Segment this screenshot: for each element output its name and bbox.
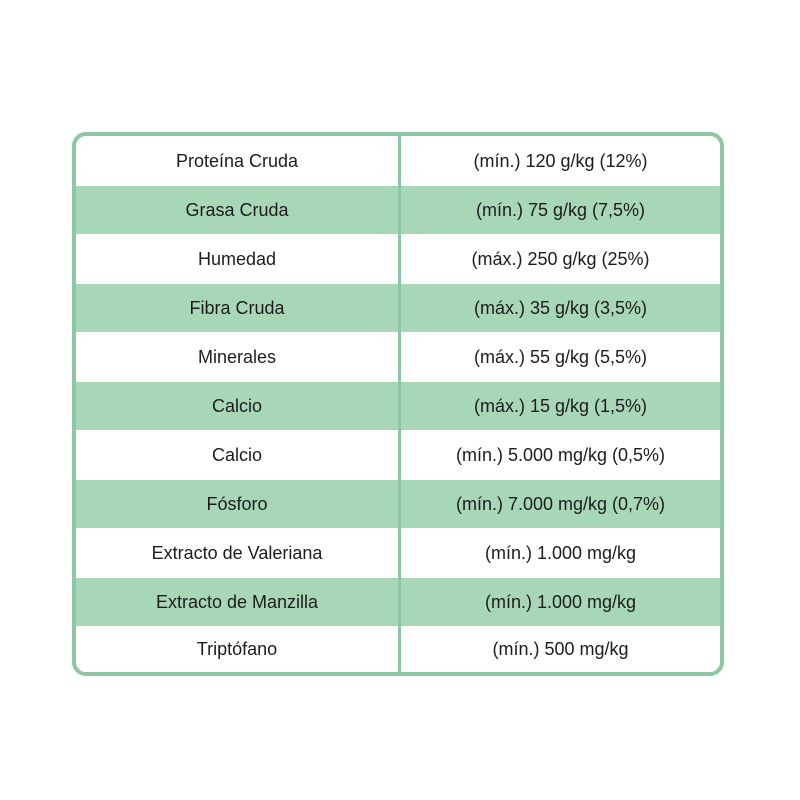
nutrient-name: Minerales — [197, 346, 277, 367]
nutrient-name: Humedad — [197, 248, 277, 269]
nutrient-name: Proteína Cruda — [175, 150, 299, 171]
nutrient-value: (mín.) 7.000 mg/kg (0,7%) — [455, 493, 666, 514]
nutrient-value: (mín.) 1.000 mg/kg — [484, 542, 637, 563]
nutrient-value: (mín.) 75 g/kg (7,5%) — [475, 199, 646, 220]
nutrient-name: Grasa Cruda — [185, 199, 289, 220]
nutrient-value: (máx.) 35 g/kg (3,5%) — [473, 297, 648, 318]
nutrient-name: Extracto de Manzilla — [155, 591, 319, 612]
nutrient-value: (mín.) 5.000 mg/kg (0,5%) — [455, 444, 666, 465]
nutrient-value: (máx.) 55 g/kg (5,5%) — [473, 346, 648, 367]
column-divider — [398, 136, 401, 672]
nutrient-name: Triptófano — [196, 638, 278, 659]
nutrient-value: (mín.) 500 mg/kg — [492, 638, 629, 659]
nutrient-value: (mín.) 1.000 mg/kg — [484, 591, 637, 612]
nutrition-table — [72, 132, 724, 676]
nutrient-name: Extracto de Valeriana — [151, 542, 323, 563]
nutrient-name: Fósforo — [206, 493, 268, 514]
nutrient-name: Fibra Cruda — [189, 297, 285, 318]
nutrient-name: Calcio — [211, 444, 263, 465]
nutrient-name: Calcio — [211, 395, 263, 416]
nutrient-value: (máx.) 250 g/kg (25%) — [471, 248, 650, 269]
nutrient-value: (máx.) 15 g/kg (1,5%) — [473, 395, 648, 416]
nutrient-value: (mín.) 120 g/kg (12%) — [473, 150, 648, 171]
